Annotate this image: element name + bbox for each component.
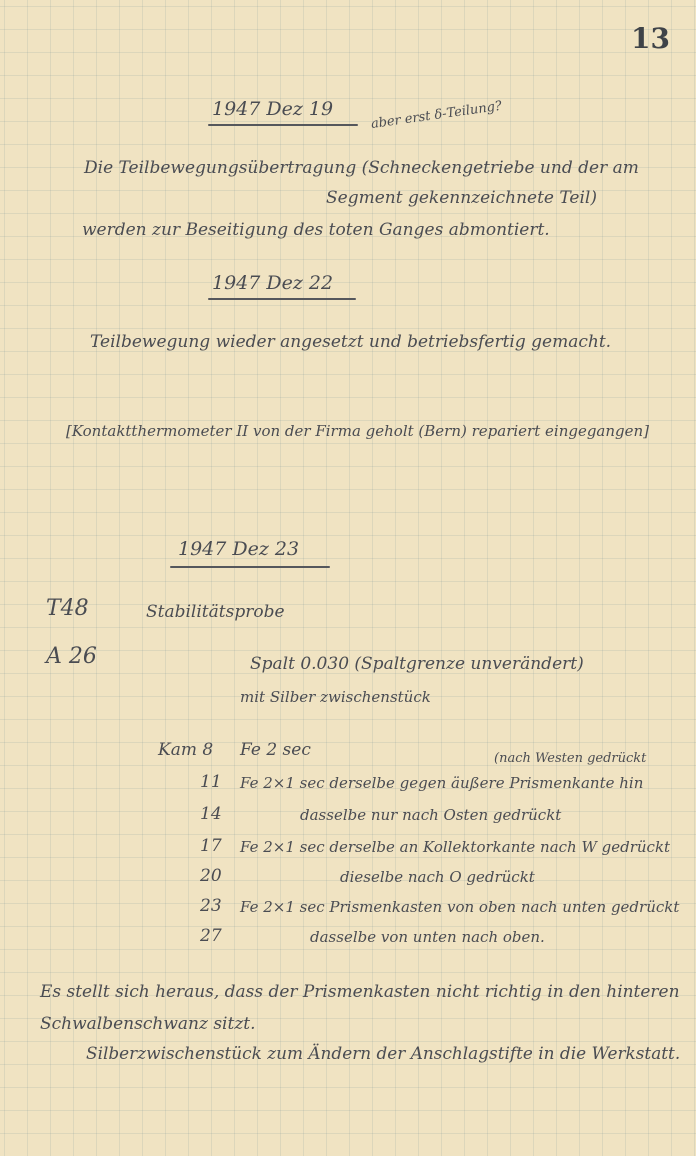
entry-1-line-2: Segment gekennzeichnete Teil) [326, 188, 597, 208]
row-col1: 20 [200, 866, 222, 886]
conclusion-line-3: Silberzwischenstück zum Ändern der Anschlagstifte in die Werkstatt. [86, 1044, 681, 1064]
label-t48: T48 [46, 596, 89, 621]
entry-3-spacer: mit Silber zwischenstück [240, 688, 431, 706]
entry-date-dec-22: 1947 Dez 22 [212, 272, 334, 294]
page-number: 13 [631, 22, 670, 55]
entry-date-dec-23: 1947 Dez 23 [178, 538, 300, 560]
date-underline [208, 124, 358, 126]
entry-3-gap: Spalt 0.030 (Spaltgrenze unverändert) [250, 654, 584, 674]
row-col1: 11 [200, 772, 222, 792]
row-col2: dasselbe von unten nach oben. [310, 928, 545, 946]
date-underline [170, 566, 330, 568]
row-note: (nach Westen gedrückt [494, 751, 647, 766]
row-col2: dieselbe nach O gedrückt [340, 868, 535, 886]
row-col1: 14 [200, 804, 222, 824]
entry-2-bracket-note: [Kontaktthermometer II von der Firma geholt (Bern) repariert eingegangen] [66, 422, 650, 440]
label-a26: A 26 [46, 644, 97, 669]
entry-2-line-1: Teilbewegung wieder angesetzt und betriebsfertig gemacht. [90, 332, 612, 352]
row-col1: Kam 8 [158, 740, 214, 760]
row-col1: 17 [200, 836, 222, 856]
date-underline [208, 298, 356, 300]
margin-note: aber erst δ-Teilung? [370, 98, 503, 132]
row-col2: Fe 2×1 sec derselbe gegen äußere Prismenkante hin [240, 774, 644, 792]
row-col2: Fe 2×1 sec Prismenkasten von oben nach unten gedrückt [240, 898, 680, 916]
conclusion-line-1: Es stellt sich heraus, dass der Prismenkasten nicht richtig in den hinteren [40, 982, 680, 1002]
row-col2: Fe 2 sec [240, 740, 311, 760]
row-col1: 27 [200, 926, 222, 946]
entry-1-line-1: Die Teilbewegungsübertragung (Schneckengetriebe und der am [84, 158, 639, 178]
row-col2: dasselbe nur nach Osten gedrückt [300, 806, 562, 824]
row-col1: 23 [200, 896, 222, 916]
entry-3-title: Stabilitätsprobe [146, 602, 285, 622]
entry-date-dec-19: 1947 Dez 19 [212, 98, 334, 120]
row-col2: Fe 2×1 sec derselbe an Kollektorkante nach W gedrückt [240, 838, 671, 856]
conclusion-line-2: Schwalbenschwanz sitzt. [40, 1014, 256, 1034]
entry-1-line-3: werden zur Beseitigung des toten Ganges abmontiert. [82, 220, 550, 240]
